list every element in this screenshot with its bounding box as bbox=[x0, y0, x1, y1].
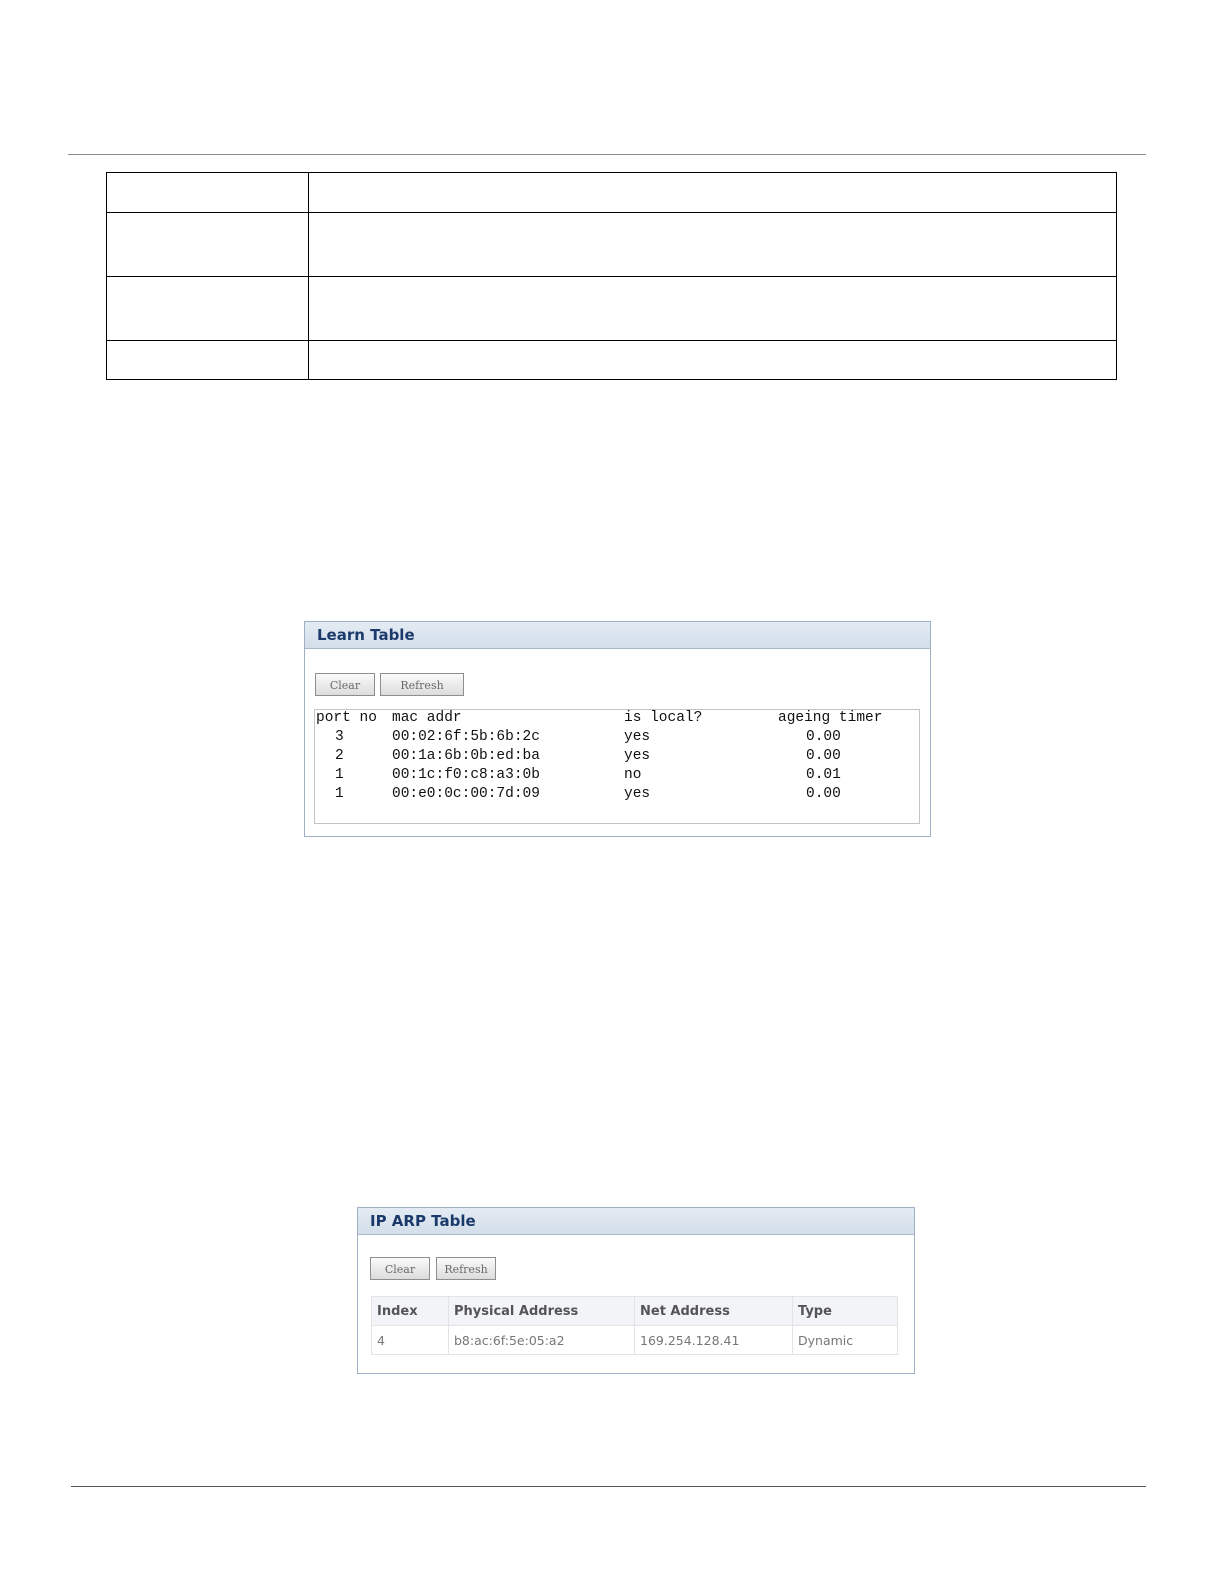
table-row bbox=[315, 767, 919, 786]
parameter-table bbox=[106, 172, 1117, 380]
local-cell: yes bbox=[624, 748, 651, 764]
arp-table-header-row bbox=[372, 1297, 898, 1326]
column-header: Type bbox=[793, 1297, 898, 1326]
port-cell: 1 bbox=[335, 786, 344, 802]
column-header: Net Address bbox=[635, 1297, 793, 1326]
column-header: mac addr bbox=[392, 710, 462, 726]
timer-cell: 0.00 bbox=[806, 748, 841, 764]
local-cell: yes bbox=[624, 786, 651, 802]
refresh-button[interactable]: Refresh bbox=[436, 1257, 496, 1280]
arp-table bbox=[371, 1296, 898, 1355]
port-cell: 1 bbox=[335, 767, 344, 783]
type-cell: Dynamic bbox=[793, 1326, 898, 1355]
table-row bbox=[107, 277, 1117, 341]
timer-cell: 0.00 bbox=[806, 786, 841, 802]
refresh-button[interactable]: Refresh bbox=[380, 673, 464, 696]
column-header: port no bbox=[316, 710, 377, 726]
table-row bbox=[315, 786, 919, 805]
physical-address-cell: b8:ac:6f:5e:05:a2 bbox=[449, 1326, 635, 1355]
learn-table-header-row bbox=[315, 710, 919, 729]
mac-cell: 00:e0:0c:00:7d:09 bbox=[392, 786, 540, 802]
local-cell: yes bbox=[624, 729, 651, 745]
table-row bbox=[315, 748, 919, 767]
local-cell: no bbox=[624, 767, 642, 783]
port-cell: 2 bbox=[335, 748, 344, 764]
port-cell: 3 bbox=[335, 729, 344, 745]
table-row bbox=[107, 341, 1117, 380]
column-header: ageing timer bbox=[778, 710, 883, 726]
header-rule bbox=[68, 154, 1146, 155]
timer-cell: 0.01 bbox=[806, 767, 841, 783]
table-row bbox=[107, 173, 1117, 213]
arp-table-title: IP ARP Table bbox=[358, 1208, 914, 1235]
footer-rule bbox=[71, 1486, 1146, 1487]
table-row bbox=[372, 1326, 898, 1355]
ip-arp-table-panel bbox=[357, 1207, 915, 1374]
mac-cell: 00:02:6f:5b:6b:2c bbox=[392, 729, 540, 745]
net-address-cell: 169.254.128.41 bbox=[635, 1326, 793, 1355]
timer-cell: 0.00 bbox=[806, 729, 841, 745]
column-header: Index bbox=[372, 1297, 449, 1326]
index-cell: 4 bbox=[372, 1326, 449, 1355]
column-header: is local? bbox=[624, 710, 703, 726]
clear-button[interactable]: Clear bbox=[370, 1257, 430, 1280]
clear-button[interactable]: Clear bbox=[315, 673, 375, 696]
learn-table-title: Learn Table bbox=[305, 622, 930, 649]
learn-table-panel bbox=[304, 621, 931, 837]
column-header: Physical Address bbox=[449, 1297, 635, 1326]
mac-cell: 00:1a:6b:0b:ed:ba bbox=[392, 748, 540, 764]
table-row bbox=[315, 729, 919, 748]
table-row bbox=[107, 213, 1117, 277]
mac-cell: 00:1c:f0:c8:a3:0b bbox=[392, 767, 540, 783]
learn-table-output bbox=[314, 709, 920, 824]
